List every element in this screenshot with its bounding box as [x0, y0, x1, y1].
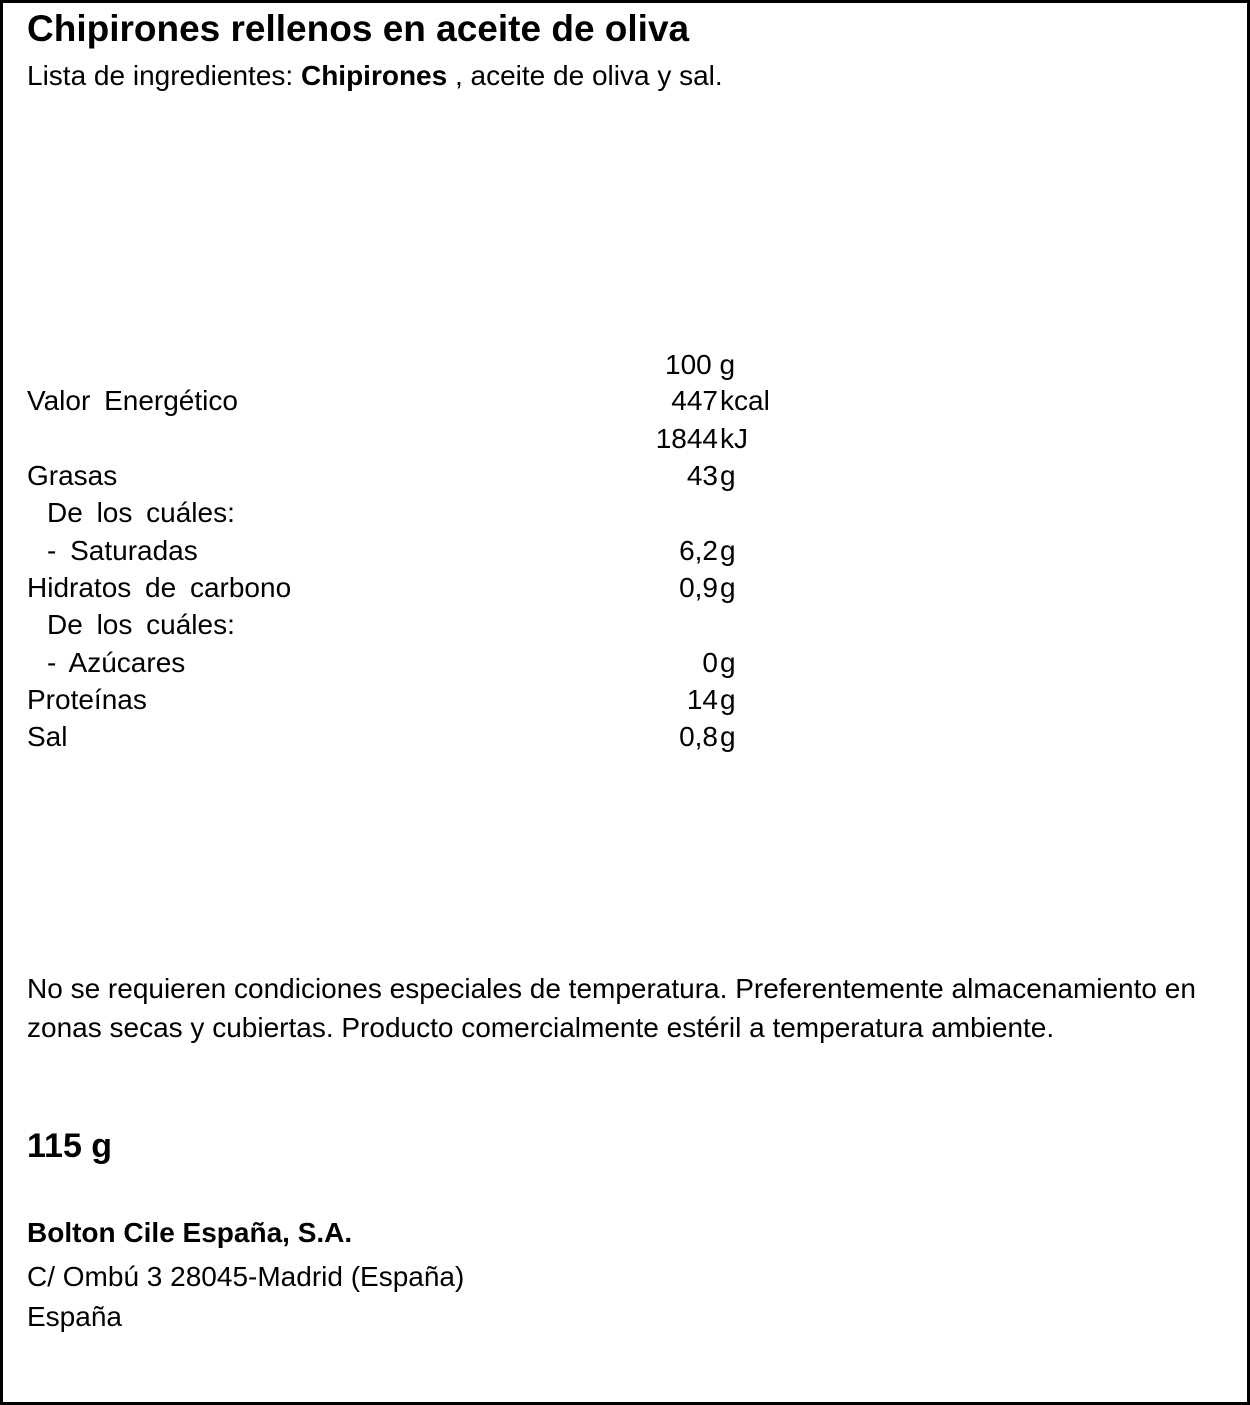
nutrient-name: Hidratos de carbono — [27, 572, 292, 603]
nutrition-row-energy-kj — [27, 423, 927, 459]
nutrition-row-carbohydrates — [27, 572, 927, 608]
nutrient-unit: g — [720, 684, 736, 715]
company-name: Bolton Cile España, S.A. — [27, 1217, 353, 1248]
nutrient-name: Proteínas — [27, 684, 147, 715]
nutrient-value: 1844 — [655, 423, 718, 454]
nutrient-value: 6,2 — [679, 535, 718, 566]
nutrition-row-energy-kcal — [27, 385, 927, 421]
nutrient-value: 43 — [686, 460, 718, 491]
nutrient-name: De los cuáles: — [47, 497, 235, 528]
nutrition-row-protein — [27, 684, 927, 720]
nutrient-value: 447 — [671, 385, 718, 416]
nutrient-name: Sal — [27, 721, 68, 752]
nutrient-name: - Saturadas — [47, 535, 198, 566]
nutrient-name: Grasas — [27, 460, 118, 491]
nutrient-name: - Azúcares — [47, 647, 186, 678]
nutrient-unit: g — [720, 572, 736, 603]
ingredients-line — [27, 60, 723, 92]
net-weight: 115 g — [27, 1127, 113, 1165]
nutrient-value: 14 — [686, 684, 718, 715]
nutrient-unit: g — [720, 460, 736, 491]
storage-instructions: No se requieren condiciones especiales de temperatura. Preferentemente almacenamiento en zonas secas y cubiertas. Producto comercialmente estéril a temperatura ambiente. — [27, 973, 1196, 1043]
nutrient-unit: kJ — [720, 423, 748, 454]
ingredients-main: Chipirones — [300, 60, 448, 91]
nutrient-unit: g — [720, 535, 736, 566]
nutrient-value: 0,9 — [679, 572, 718, 603]
nutrition-row-fat — [27, 460, 927, 496]
nutrition-row-sugars — [27, 647, 927, 683]
nutrient-unit: kcal — [720, 385, 770, 416]
nutrient-unit: g — [720, 647, 736, 678]
nutrient-value: 0,8 — [679, 721, 718, 752]
nutrition-row-salt — [27, 721, 927, 757]
nutrition-row-carbs-of-which — [27, 609, 927, 645]
nutrient-name: De los cuáles: — [47, 609, 235, 640]
nutrition-row-fat-of-which — [27, 497, 927, 533]
ingredients-rest: , aceite de oliva y sal. — [447, 60, 723, 91]
nutrient-value: 0 — [702, 647, 718, 678]
nutrition-per-label: 100 g — [665, 349, 736, 380]
company-address: C/ Ombú 3 28045-Madrid (España) — [27, 1261, 465, 1292]
ingredients-label: Lista de ingredientes: — [27, 60, 294, 91]
company-country: España — [27, 1301, 122, 1332]
product-title: Chipirones rellenos en aceite de oliva — [27, 8, 690, 49]
nutrient-name: Valor Energético — [27, 385, 238, 416]
nutrient-unit: g — [720, 721, 736, 752]
nutrition-row-saturates — [27, 535, 927, 571]
